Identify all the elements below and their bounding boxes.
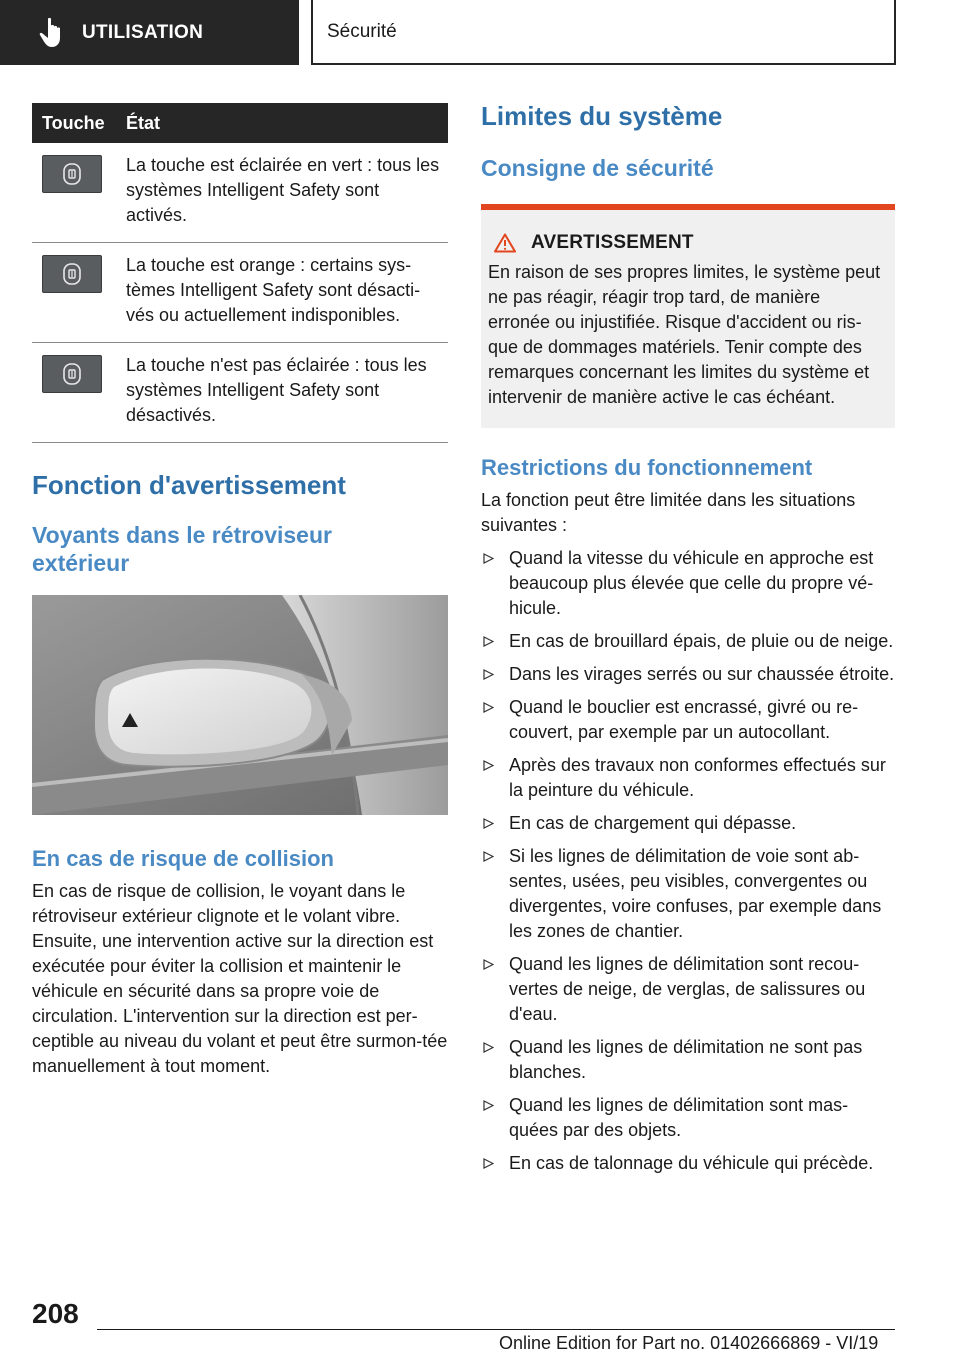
heading-safety-note: Consigne de sécurité xyxy=(481,155,714,181)
footer-divider xyxy=(97,1329,895,1330)
intelligent-safety-icon xyxy=(62,262,82,286)
list-item: Après des travaux non conformes effectués sur la peinture du véhicule. xyxy=(481,753,895,803)
safety-key-button-image xyxy=(42,255,102,293)
triangle-bullet-icon xyxy=(483,702,494,713)
side-mirror-image xyxy=(32,595,448,815)
safety-key-button-image xyxy=(42,155,102,193)
table-cell-state: La touche est éclairée en vert : tous les systèmes Intelligent Safety sont activés. xyxy=(126,143,448,243)
list-item: En cas de brouillard épais, de pluie ou de neige. xyxy=(481,629,895,654)
list-item: Quand les lignes de délimitation sont mas-quées par des objets. xyxy=(481,1093,895,1143)
key-state-table xyxy=(32,103,448,443)
triangle-bullet-icon xyxy=(483,669,494,680)
warning-text: En raison de ses propres limites, le système peut ne pas réagir, réagir trop tard, de manière erronée ou injustifiée. Risque d'accident ou ris-que de dommages matériels. Tenir compte des remarques concernant les limites du système et intervenir de manière active le cas échéant. xyxy=(488,262,881,407)
restrictions-list xyxy=(481,546,895,1176)
intelligent-safety-icon xyxy=(62,362,82,386)
table-header-key: Touche xyxy=(32,103,126,143)
table-header-row xyxy=(32,103,448,143)
triangle-bullet-icon xyxy=(483,553,494,564)
intelligent-safety-icon xyxy=(62,162,82,186)
triangle-bullet-icon xyxy=(483,636,494,647)
triangle-bullet-icon xyxy=(483,959,494,970)
header-section-tab xyxy=(0,0,299,65)
list-item: Quand les lignes de délimitation ne sont pas blanches. xyxy=(481,1035,895,1085)
list-item: Dans les virages serrés ou sur chaussée étroite. xyxy=(481,662,895,687)
table-header-state: État xyxy=(126,103,448,143)
heading-warning-function: Fonction d'avertissement xyxy=(32,470,346,500)
safety-key-button-image xyxy=(42,355,102,393)
left-column xyxy=(32,103,448,1079)
collision-paragraph: En cas de risque de collision, le voyant dans le rétroviseur extérieur clignote et le volant vibre. Ensuite, une intervention active sur la direction est exécutée pour éviter la collision et maintenir le véhicule en sécurité dans sa propre voie de circulation. L'intervention sur la direction est per-ceptible au niveau du volant et peut être surmon-tée manuellement à tout moment. xyxy=(32,881,448,1076)
triangle-bullet-icon xyxy=(483,818,494,829)
footer-edition: Online Edition for Part no. 01402666869 - VI/19 xyxy=(499,1333,879,1353)
header-title: Sécurité xyxy=(327,20,397,42)
table-cell-state: La touche n'est pas éclairée : tous les systèmes Intelligent Safety sont désactivés. xyxy=(126,343,448,443)
warning-label: AVERTISSEMENT xyxy=(531,232,694,253)
heading-collision-risk: En cas de risque de collision xyxy=(32,846,334,871)
warning-header xyxy=(488,232,887,254)
table-cell-state: La touche est orange : certains sys-tèmes Intelligent Safety sont désacti-vés ou actuellement indisponibles. xyxy=(126,243,448,343)
table-row xyxy=(32,143,448,243)
triangle-bullet-icon xyxy=(483,1042,494,1053)
list-item: Si les lignes de délimitation de voie sont ab-sentes, usées, peu visibles, convergentes ou divergentes, voire confuses, par exemple dans les zones de chantier. xyxy=(481,844,895,944)
table-row xyxy=(32,243,448,343)
heading-mirror-indicators: Voyants dans le rétroviseur extérieur xyxy=(32,522,332,576)
right-column xyxy=(481,100,895,1184)
heading-restrictions: Restrictions du fonctionnement xyxy=(481,455,813,480)
header-section-label: UTILISATION xyxy=(82,21,204,43)
triangle-bullet-icon xyxy=(483,851,494,862)
list-item: Quand les lignes de délimitation sont recou-vertes de neige, de verglas, de salissures ou d'eau. xyxy=(481,952,895,1027)
restrictions-intro: La fonction peut être limitée dans les situations suivantes : xyxy=(481,490,856,535)
triangle-bullet-icon xyxy=(483,760,494,771)
triangle-bullet-icon xyxy=(483,1100,494,1111)
heading-system-limits: Limites du système xyxy=(481,101,723,131)
page-number: 208 xyxy=(32,1298,79,1329)
list-item: En cas de chargement qui dépasse. xyxy=(481,811,895,836)
warning-box xyxy=(481,204,895,428)
triangle-bullet-icon xyxy=(483,1158,494,1169)
list-item: Quand la vitesse du véhicule en approche est beaucoup plus élevée que celle du propre vé-hicule. xyxy=(481,546,895,621)
header-title-box xyxy=(311,0,896,65)
touch-hand-icon xyxy=(38,16,68,50)
list-item: En cas de talonnage du véhicule qui précède. xyxy=(481,1151,895,1176)
warning-triangle-icon xyxy=(494,233,516,253)
list-item: Quand le bouclier est encrassé, givré ou re-couvert, par exemple par un autocollant. xyxy=(481,695,895,745)
table-row xyxy=(32,343,448,443)
